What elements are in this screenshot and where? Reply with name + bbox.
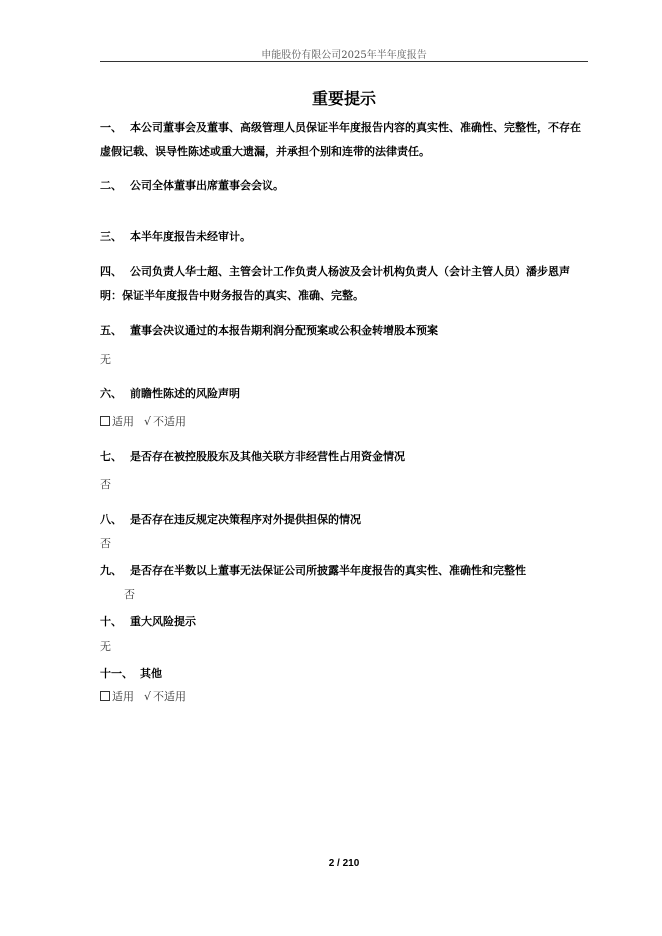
applicable-checkbox	[100, 416, 110, 426]
section-3-number: 三、	[100, 230, 122, 243]
section-3-text: 本半年度报告未经审计。	[130, 230, 251, 243]
section-7-answer: 否	[100, 478, 111, 491]
page-number: 2 / 210	[328, 858, 360, 869]
section-5-answer: 无	[100, 353, 111, 366]
section-5-text: 董事会决议通过的本报告期利润分配预案或公积金转增股本预案	[130, 324, 438, 337]
section-11	[100, 662, 590, 686]
section-2	[100, 174, 590, 198]
section-4-number: 四、	[100, 265, 122, 278]
section-11-number: 十一、	[100, 667, 133, 680]
section-8-answer: 否	[100, 537, 111, 550]
section-1-number: 一、	[100, 121, 122, 134]
section-7-text: 是否存在被控股股东及其他关联方非经营性占用资金情况	[130, 450, 405, 463]
section-8-number: 八、	[100, 513, 122, 526]
not-applicable-label: 不适用	[153, 690, 187, 703]
running-header: 申能股份有限公司2025年半年度报告	[261, 50, 427, 61]
section-11-options	[100, 688, 186, 704]
section-11-text: 其他	[140, 667, 162, 680]
section-1	[100, 116, 590, 164]
section-9-text: 是否存在半数以上董事无法保证公司所披露半年度报告的真实性、准确性和完整性	[130, 564, 526, 577]
section-2-text: 公司全体董事出席董事会会议。	[130, 179, 284, 192]
not-applicable-label: 不适用	[153, 415, 187, 428]
section-5	[100, 319, 590, 343]
section-4-text: 公司负责人华士超、主管会计工作负责人杨波及会计机构负责人（会计主管人员）潘步恩声明：保证半年度报告中财务报告的真实、准确、完整。	[100, 265, 570, 302]
section-8	[100, 508, 590, 532]
section-7	[100, 445, 590, 469]
applicable-checkbox	[100, 691, 110, 701]
section-1-text: 本公司董事会及董事、高级管理人员保证半年度报告内容的真实性、准确性、完整性，不存在虚假记载、误导性陈述或重大遗漏，并承担个别和连带的法律责任。	[100, 121, 581, 158]
section-7-number: 七、	[100, 450, 122, 463]
section-8-text: 是否存在违反规定决策程序对外提供担保的情况	[130, 513, 361, 526]
section-10-answer: 无	[100, 640, 111, 653]
section-6-text: 前瞻性陈述的风险声明	[130, 387, 240, 400]
section-6	[100, 382, 590, 406]
section-6-options	[100, 413, 186, 429]
applicable-label: 适用	[112, 415, 134, 428]
section-4	[100, 260, 590, 308]
section-9-number: 九、	[100, 564, 122, 577]
section-10	[100, 610, 590, 634]
header-divider	[100, 61, 588, 62]
section-9-answer: 否	[124, 588, 135, 601]
check-mark-icon: √	[144, 415, 152, 428]
page-title: 重要提示	[311, 89, 376, 108]
check-mark-icon: √	[144, 690, 152, 703]
section-3	[100, 225, 590, 249]
section-10-text: 重大风险提示	[130, 615, 196, 628]
applicable-label: 适用	[112, 690, 134, 703]
section-9	[100, 559, 590, 583]
section-2-number: 二、	[100, 179, 122, 192]
section-6-number: 六、	[100, 387, 122, 400]
section-5-number: 五、	[100, 324, 122, 337]
section-10-number: 十、	[100, 615, 122, 628]
